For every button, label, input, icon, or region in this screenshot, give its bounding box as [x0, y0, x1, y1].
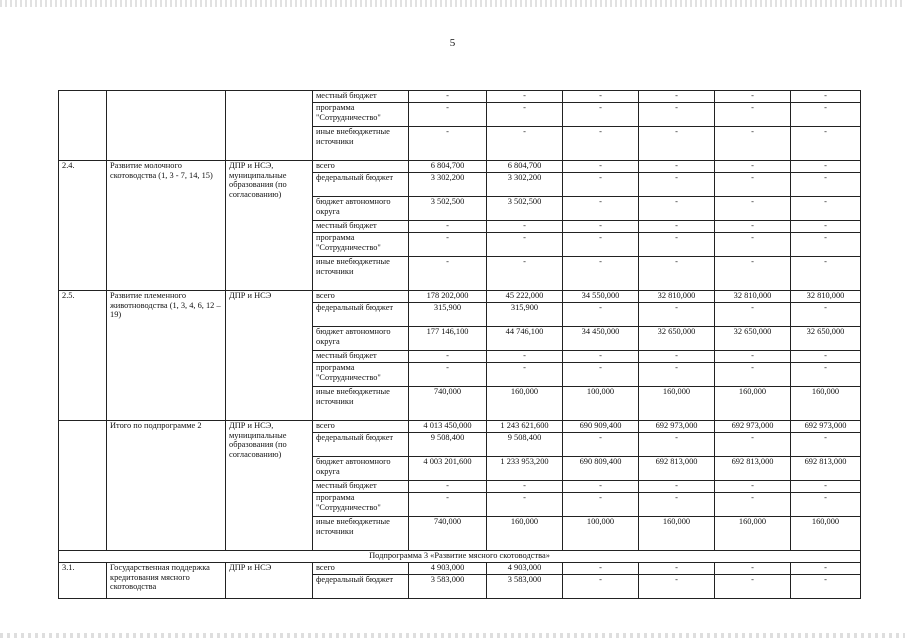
- amount-cell: -: [409, 363, 487, 387]
- amount-cell: 32 650,000: [715, 327, 791, 351]
- amount-cell: -: [715, 91, 791, 103]
- amount-cell: -: [563, 161, 639, 173]
- funding-source: иные внебюджетные источники: [313, 517, 409, 551]
- amount-cell: 6 804,700: [487, 161, 563, 173]
- amount-cell: -: [715, 161, 791, 173]
- amount-cell: -: [791, 433, 861, 457]
- amount-cell: 32 810,000: [715, 291, 791, 303]
- amount-cell: -: [639, 173, 715, 197]
- amount-cell: 1 243 621,600: [487, 421, 563, 433]
- amount-cell: 740,000: [409, 387, 487, 421]
- table-row: [59, 291, 861, 303]
- funding-source: иные внебюджетные источники: [313, 127, 409, 161]
- item-executor: [226, 91, 313, 161]
- amount-cell: -: [639, 91, 715, 103]
- amount-cell: 160,000: [791, 517, 861, 551]
- amount-cell: -: [639, 575, 715, 599]
- amount-cell: 690 909,400: [563, 421, 639, 433]
- amount-cell: 692 973,000: [791, 421, 861, 433]
- funding-source: бюджет автономного округа: [313, 457, 409, 481]
- amount-cell: 1 233 953,200: [487, 457, 563, 481]
- amount-cell: 740,000: [409, 517, 487, 551]
- amount-cell: -: [791, 363, 861, 387]
- amount-cell: -: [487, 363, 563, 387]
- amount-cell: -: [791, 91, 861, 103]
- amount-cell: -: [715, 127, 791, 161]
- funding-source: бюджет автономного округа: [313, 197, 409, 221]
- amount-cell: -: [639, 221, 715, 233]
- item-name: Итого по подпрограмме 2: [107, 421, 226, 551]
- funding-source: федеральный бюджет: [313, 575, 409, 599]
- amount-cell: 692 813,000: [715, 457, 791, 481]
- amount-cell: 692 813,000: [639, 457, 715, 481]
- amount-cell: -: [409, 493, 487, 517]
- amount-cell: 178 202,000: [409, 291, 487, 303]
- amount-cell: -: [563, 257, 639, 291]
- subprogram-header-row: [59, 551, 861, 563]
- amount-cell: -: [563, 91, 639, 103]
- amount-cell: -: [791, 257, 861, 291]
- amount-cell: -: [715, 481, 791, 493]
- amount-cell: -: [791, 103, 861, 127]
- amount-cell: -: [639, 481, 715, 493]
- amount-cell: 692 973,000: [639, 421, 715, 433]
- item-name: [107, 91, 226, 161]
- amount-cell: -: [409, 481, 487, 493]
- item-executor: ДПР и НСЭ: [226, 563, 313, 599]
- amount-cell: 6 804,700: [409, 161, 487, 173]
- amount-cell: -: [409, 351, 487, 363]
- amount-cell: -: [563, 197, 639, 221]
- subprogram3-title: Подпрограмма 3 «Развитие мясного скотоводства»: [59, 551, 861, 563]
- amount-cell: 9 508,400: [487, 433, 563, 457]
- amount-cell: -: [715, 257, 791, 291]
- funding-source: программа "Сотрудничество": [313, 233, 409, 257]
- item-executor: ДПР и НСЭ, муниципальные образования (по согласованию): [226, 161, 313, 291]
- item-number: [59, 421, 107, 551]
- amount-cell: -: [791, 481, 861, 493]
- amount-cell: -: [563, 563, 639, 575]
- amount-cell: 3 302,200: [409, 173, 487, 197]
- amount-cell: 692 813,000: [791, 457, 861, 481]
- amount-cell: -: [791, 563, 861, 575]
- item-executor: ДПР и НСЭ: [226, 291, 313, 421]
- amount-cell: 3 302,200: [487, 173, 563, 197]
- amount-cell: -: [639, 161, 715, 173]
- amount-cell: -: [409, 233, 487, 257]
- funding-source: местный бюджет: [313, 221, 409, 233]
- funding-source: всего: [313, 291, 409, 303]
- amount-cell: 100,000: [563, 517, 639, 551]
- amount-cell: 3 583,000: [487, 575, 563, 599]
- funding-source: местный бюджет: [313, 91, 409, 103]
- table-row: [59, 563, 861, 575]
- amount-cell: 160,000: [715, 387, 791, 421]
- amount-cell: -: [715, 351, 791, 363]
- amount-cell: 32 810,000: [639, 291, 715, 303]
- amount-cell: -: [791, 233, 861, 257]
- amount-cell: -: [409, 221, 487, 233]
- amount-cell: -: [563, 493, 639, 517]
- scan-edge-top: [0, 0, 905, 7]
- amount-cell: -: [791, 127, 861, 161]
- amount-cell: -: [715, 221, 791, 233]
- amount-cell: 160,000: [639, 387, 715, 421]
- amount-cell: -: [563, 433, 639, 457]
- amount-cell: 34 450,000: [563, 327, 639, 351]
- funding-source: всего: [313, 563, 409, 575]
- amount-cell: -: [639, 363, 715, 387]
- amount-cell: 9 508,400: [409, 433, 487, 457]
- amount-cell: 160,000: [487, 387, 563, 421]
- item-name: Развитие племенного животноводства (1, 3, 4, 6, 12 – 19): [107, 291, 226, 421]
- item-number: [59, 91, 107, 161]
- amount-cell: -: [715, 303, 791, 327]
- amount-cell: -: [791, 161, 861, 173]
- funding-source: местный бюджет: [313, 481, 409, 493]
- amount-cell: -: [791, 493, 861, 517]
- item-number: 3.1.: [59, 563, 107, 599]
- amount-cell: 160,000: [715, 517, 791, 551]
- amount-cell: 692 973,000: [715, 421, 791, 433]
- amount-cell: -: [563, 481, 639, 493]
- funding-source: местный бюджет: [313, 351, 409, 363]
- amount-cell: 34 550,000: [563, 291, 639, 303]
- amount-cell: -: [409, 257, 487, 291]
- amount-cell: 160,000: [487, 517, 563, 551]
- amount-cell: -: [639, 197, 715, 221]
- amount-cell: -: [639, 351, 715, 363]
- amount-cell: 315,900: [487, 303, 563, 327]
- amount-cell: 315,900: [409, 303, 487, 327]
- amount-cell: -: [563, 303, 639, 327]
- amount-cell: 3 502,500: [409, 197, 487, 221]
- funding-source: иные внебюджетные источники: [313, 257, 409, 291]
- amount-cell: -: [791, 173, 861, 197]
- amount-cell: 32 650,000: [791, 327, 861, 351]
- amount-cell: -: [563, 575, 639, 599]
- amount-cell: -: [409, 91, 487, 103]
- amount-cell: -: [563, 351, 639, 363]
- funding-source: федеральный бюджет: [313, 173, 409, 197]
- amount-cell: -: [715, 233, 791, 257]
- amount-cell: 44 746,100: [487, 327, 563, 351]
- funding-source: бюджет автономного округа: [313, 327, 409, 351]
- amount-cell: -: [715, 363, 791, 387]
- table-row: [59, 421, 861, 433]
- amount-cell: 690 809,400: [563, 457, 639, 481]
- table-row: [59, 161, 861, 173]
- amount-cell: -: [715, 433, 791, 457]
- funding-source: программа "Сотрудничество": [313, 103, 409, 127]
- amount-cell: -: [639, 127, 715, 161]
- amount-cell: 160,000: [791, 387, 861, 421]
- amount-cell: -: [791, 303, 861, 327]
- amount-cell: -: [791, 221, 861, 233]
- amount-cell: -: [715, 493, 791, 517]
- item-executor: ДПР и НСЭ, муниципальные образования (по согласованию): [226, 421, 313, 551]
- amount-cell: -: [715, 575, 791, 599]
- amount-cell: -: [715, 103, 791, 127]
- amount-cell: -: [487, 127, 563, 161]
- amount-cell: -: [639, 257, 715, 291]
- amount-cell: -: [639, 233, 715, 257]
- page-number: 5: [449, 37, 456, 49]
- amount-cell: -: [791, 197, 861, 221]
- funding-source: иные внебюджетные источники: [313, 387, 409, 421]
- amount-cell: 4 013 450,000: [409, 421, 487, 433]
- amount-cell: -: [563, 221, 639, 233]
- amount-cell: -: [563, 127, 639, 161]
- item-name: Государственная поддержка кредитования мясного скотоводства: [107, 563, 226, 599]
- amount-cell: -: [715, 173, 791, 197]
- amount-cell: -: [639, 433, 715, 457]
- amount-cell: -: [487, 233, 563, 257]
- amount-cell: 32 650,000: [639, 327, 715, 351]
- amount-cell: 4 903,000: [487, 563, 563, 575]
- funding-source: всего: [313, 421, 409, 433]
- amount-cell: 4 003 201,600: [409, 457, 487, 481]
- budget-table: [58, 90, 861, 599]
- amount-cell: -: [487, 91, 563, 103]
- amount-cell: -: [487, 481, 563, 493]
- amount-cell: -: [715, 563, 791, 575]
- amount-cell: 3 502,500: [487, 197, 563, 221]
- amount-cell: 177 146,100: [409, 327, 487, 351]
- amount-cell: -: [563, 173, 639, 197]
- scan-edge-bottom: [0, 633, 905, 638]
- funding-source: программа "Сотрудничество": [313, 493, 409, 517]
- amount-cell: 4 903,000: [409, 563, 487, 575]
- amount-cell: -: [409, 127, 487, 161]
- amount-cell: -: [487, 351, 563, 363]
- funding-source: федеральный бюджет: [313, 303, 409, 327]
- amount-cell: -: [563, 103, 639, 127]
- funding-source: федеральный бюджет: [313, 433, 409, 457]
- amount-cell: -: [639, 493, 715, 517]
- amount-cell: 100,000: [563, 387, 639, 421]
- funding-source: программа "Сотрудничество": [313, 363, 409, 387]
- amount-cell: -: [639, 103, 715, 127]
- amount-cell: -: [487, 221, 563, 233]
- amount-cell: -: [639, 563, 715, 575]
- amount-cell: -: [715, 197, 791, 221]
- amount-cell: -: [791, 575, 861, 599]
- amount-cell: -: [563, 233, 639, 257]
- table-row: [59, 91, 861, 103]
- amount-cell: -: [487, 493, 563, 517]
- amount-cell: -: [791, 351, 861, 363]
- amount-cell: -: [639, 303, 715, 327]
- funding-source: всего: [313, 161, 409, 173]
- amount-cell: 160,000: [639, 517, 715, 551]
- amount-cell: 45 222,000: [487, 291, 563, 303]
- amount-cell: 32 810,000: [791, 291, 861, 303]
- amount-cell: -: [563, 363, 639, 387]
- amount-cell: -: [487, 257, 563, 291]
- item-name: Развитие молочного скотоводства (1, 3 - 7, 14, 15): [107, 161, 226, 291]
- item-number: 2.5.: [59, 291, 107, 421]
- amount-cell: -: [409, 103, 487, 127]
- item-number: 2.4.: [59, 161, 107, 291]
- amount-cell: 3 583,000: [409, 575, 487, 599]
- amount-cell: -: [487, 103, 563, 127]
